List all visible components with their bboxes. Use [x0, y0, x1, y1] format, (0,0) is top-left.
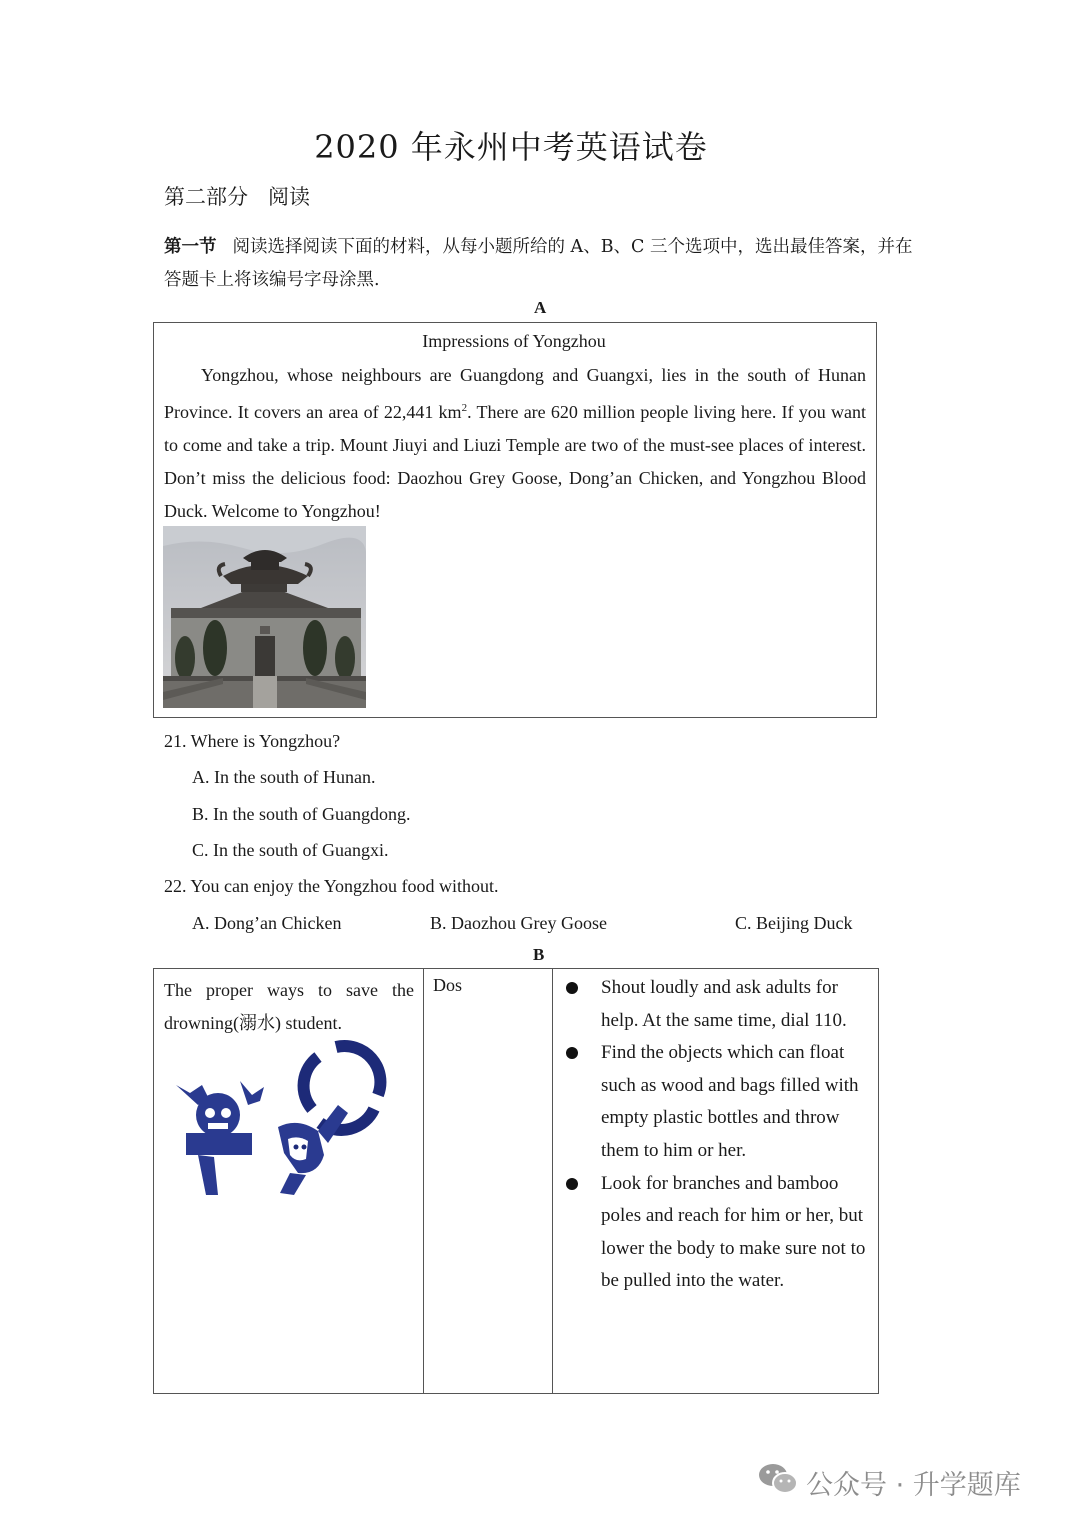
question-21-option-b[interactable]: B. In the south of Guangdong. — [192, 804, 411, 824]
question-22-option-c[interactable]: C. Beijing Duck — [735, 913, 853, 933]
part-name: 第二部分 — [164, 185, 248, 209]
drowning-rescue-illustration — [168, 1035, 398, 1200]
question-21-option-a[interactable]: A. In the south of Hunan. — [192, 767, 376, 787]
list-item — [562, 1037, 872, 1167]
passage-part-2: . There are 620 million people living here. If you want to come and take a trip. Mount Jiuyi and Liuzi Temple are two of the must-see places of interest. Don’t miss the delicious food: Daozhou Grey Goose, Dong’an Chicken, and Yongzhou Blood Duck. Welcome to Yongzhou! — [164, 402, 867, 521]
question-22-stem: 22. You can enjoy the Yongzhou food without. — [164, 876, 499, 896]
watermark-text: 公众号 · 升学题库 — [806, 1470, 1021, 1501]
area-superscript: 2 — [461, 402, 468, 414]
watermark — [758, 1462, 1021, 1503]
list-item — [562, 972, 872, 1037]
instructions-label: 第一节 — [164, 237, 217, 257]
dos-list — [562, 972, 872, 1298]
instructions — [164, 231, 924, 297]
list-item-text: Look for branches and bamboo poles and reach for him or her, but lower the body to make sure not to be pulled into the water. — [601, 1172, 866, 1292]
passage-part-1: Yongzhou, whose neighbours are Guangdong and Guangxi, lies in the south of Hunan Province. It covers an area of 22,441 km — [164, 365, 866, 422]
passage-text — [164, 359, 866, 528]
question-21-stem: 21. Where is Yongzhou? — [164, 731, 341, 751]
list-item — [562, 1168, 872, 1298]
table-divider — [552, 969, 553, 1393]
section-a-label: A — [534, 298, 547, 317]
page-title: 2020 年永州中考英语试卷 — [314, 128, 708, 166]
instructions-text: 阅读选择阅读下面的材料，从每小题所给的 A、B、C 三个选项中，选出最佳答案，并在答题卡上将该编号字母涂黑. — [164, 237, 913, 290]
list-item-text: Find the objects which can float such as wood and bags filled with empty plastic bottles and throw them to him or her. — [601, 1042, 859, 1161]
section-b-label: B — [533, 945, 545, 964]
table-left-cell: The proper ways to save the drowning(溺水) student. — [164, 980, 414, 1033]
question-21-option-c[interactable]: C. In the south of Guangxi. — [192, 840, 389, 860]
temple-photo — [163, 526, 366, 708]
passage-title: Impressions of Yongzhou — [422, 331, 606, 351]
question-22-option-a[interactable]: A. Dong’an Chicken — [192, 913, 342, 933]
part-heading — [164, 181, 310, 211]
bullet-icon — [566, 1047, 578, 1059]
table-middle-cell: Dos — [433, 975, 463, 995]
bullet-icon — [566, 982, 578, 994]
part-subtitle: 阅读 — [268, 185, 310, 209]
question-22-option-b[interactable]: B. Daozhou Grey Goose — [430, 913, 607, 933]
list-item-text: Shout loudly and ask adults for help. At the same time, dial 110. — [601, 977, 847, 1031]
bullet-icon — [566, 1178, 578, 1190]
table-divider — [423, 969, 424, 1393]
wechat-icon — [758, 1462, 798, 1503]
